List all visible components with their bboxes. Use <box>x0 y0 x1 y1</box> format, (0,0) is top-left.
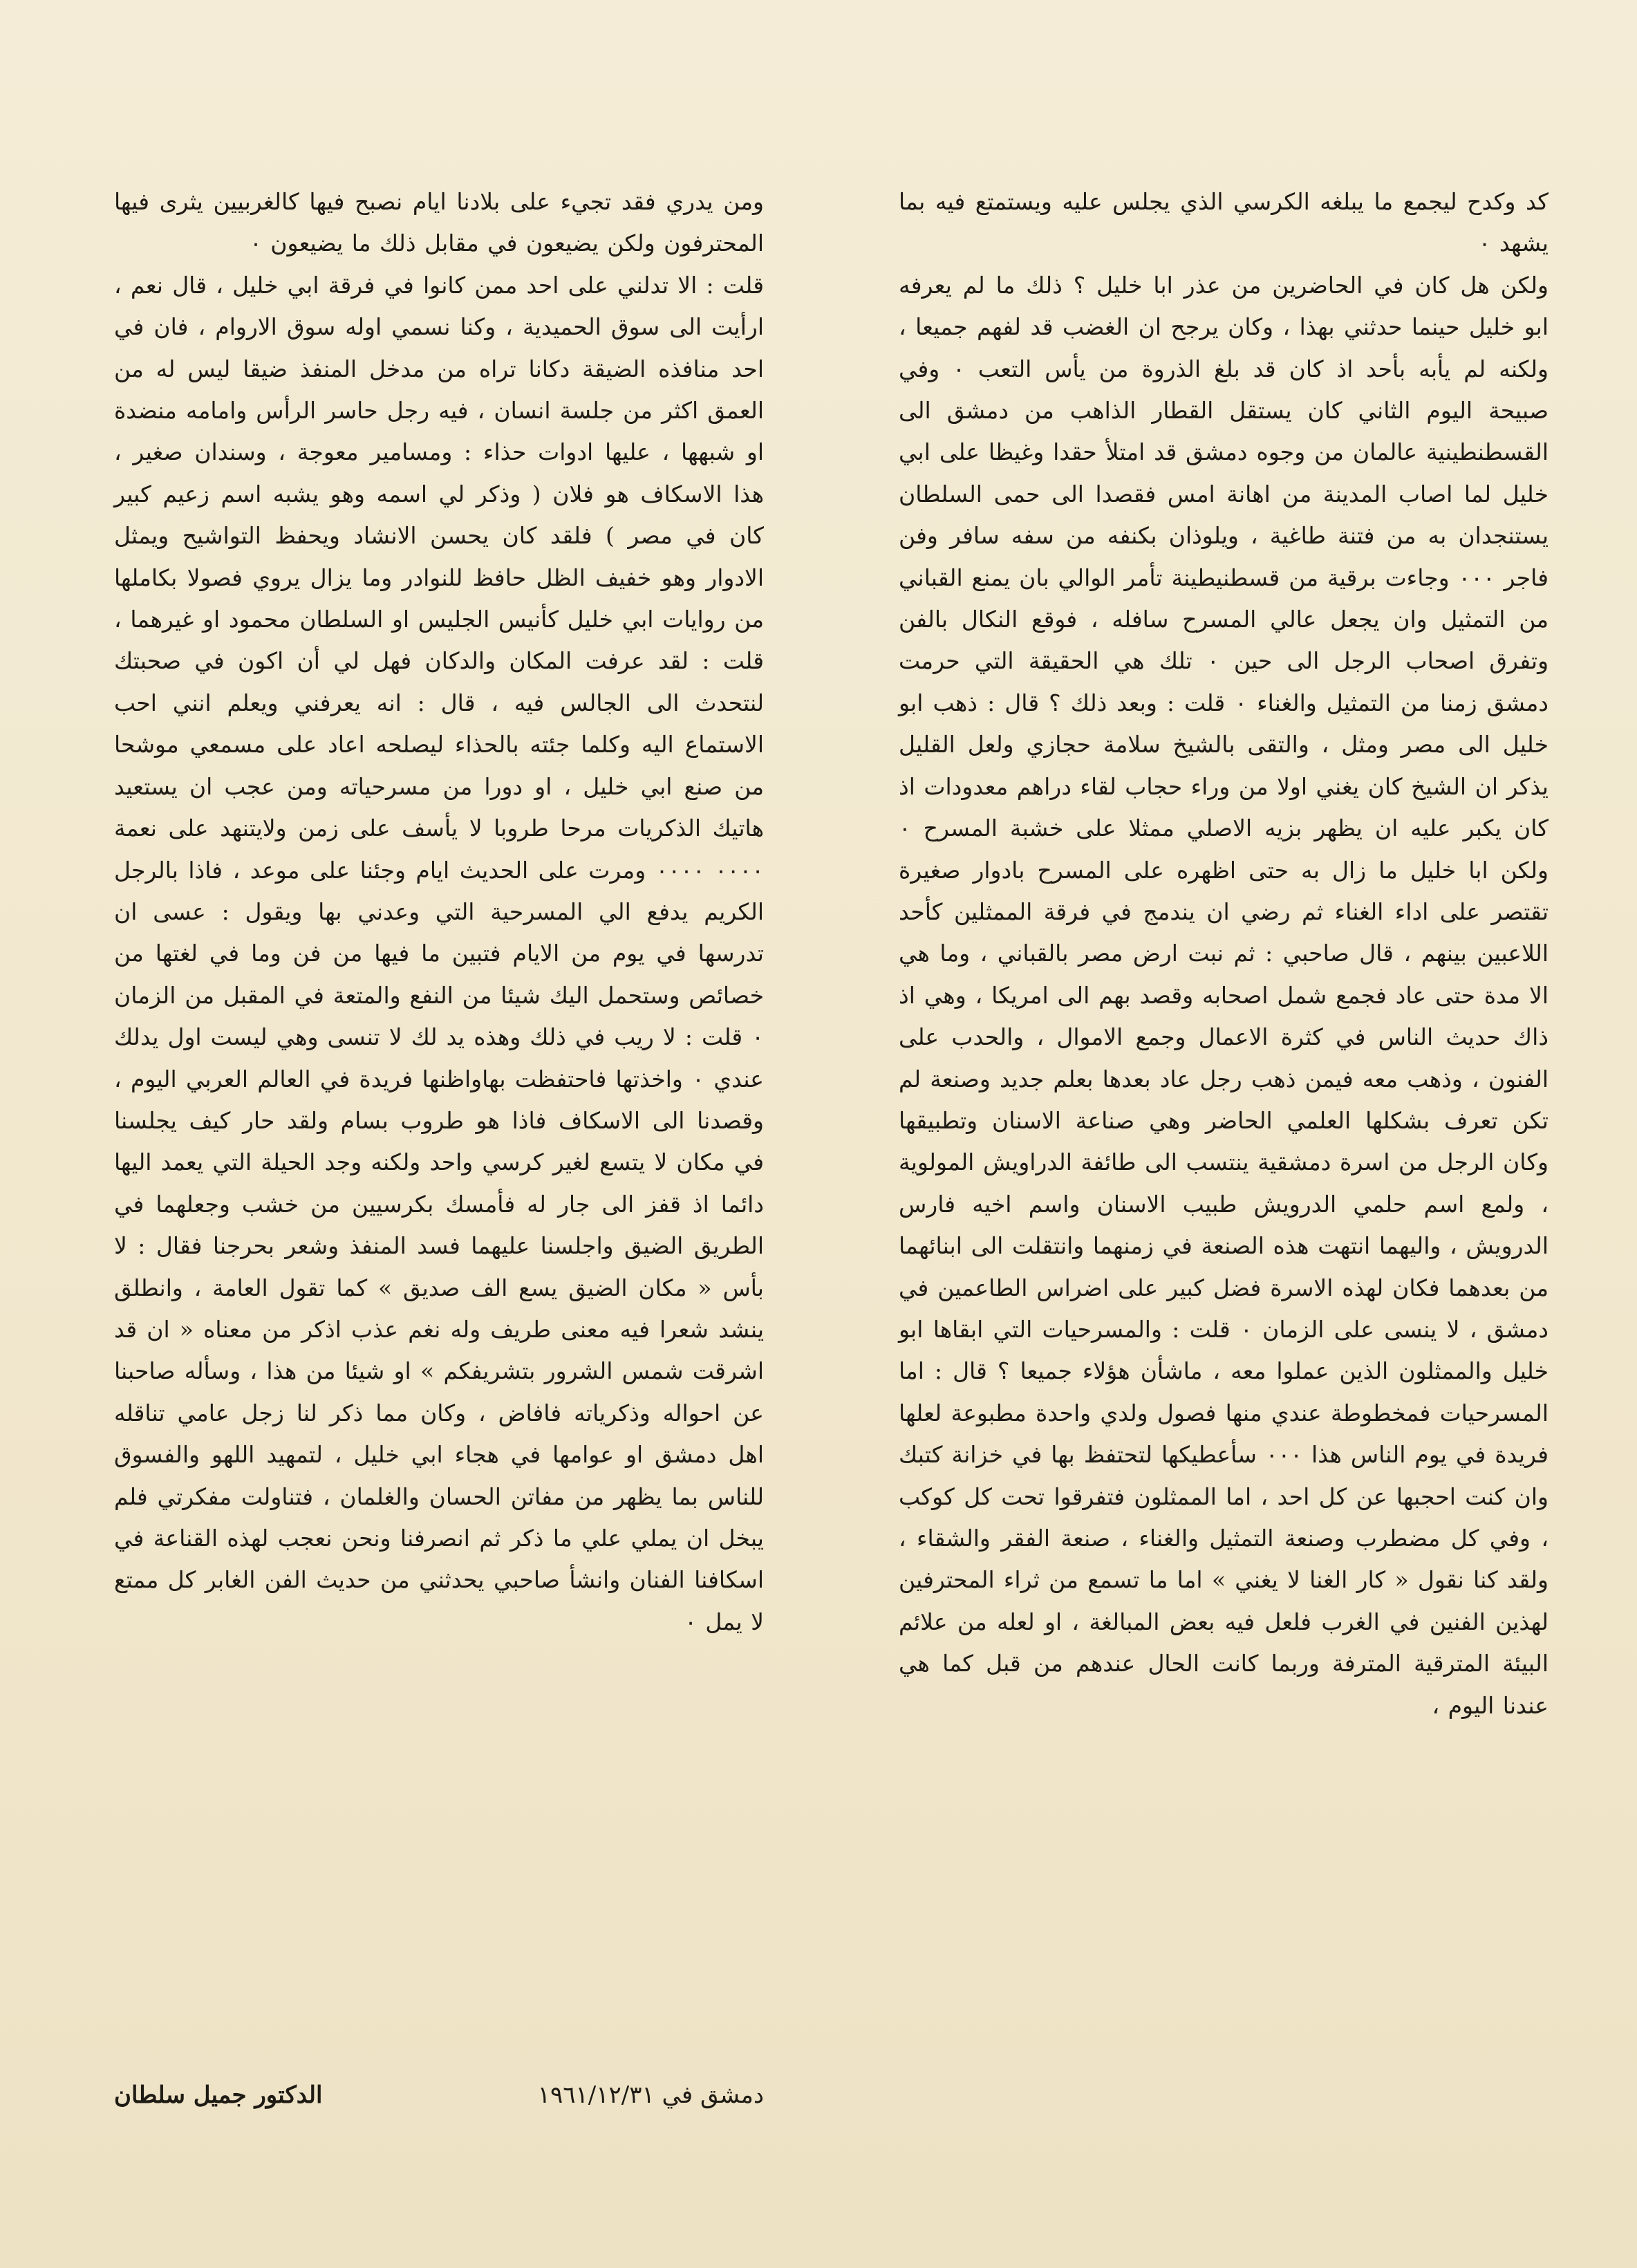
article-column-right <box>899 181 1549 1727</box>
paragraph: قلت : الا تدلني على احد ممن كانوا في فرقة ابي خليل ، قال نعم ، ارأيت الى سوق الحميدية ، وكنا نسمي اوله سوق الاروام ، فان في احد منافذه الضيقة دكانا تراه من مدخل المنفذ ضيقا ليس له من العمق اكثر من جلسة انسان ، فيه رجل حاسر الرأس وامامه منضدة او شبهها ، عليها ادوات حذاء : ومسامير معوجة ، وسندان صغير ، هذا الاسكاف هو فلان ( وذكر لي اسمه وهو يشبه اسم زعيم كبير كان في مصر ) فلقد كان يحسن الانشاد ويحفظ التواشيح ويمثل الادوار وهو خفيف الظل حافظ للنوادر وما يزال يروي فصولا بكاملها من روايات ابي خليل كأنيس الجليس او السلطان محمود او غيرهما ، قلت : لقد عرفت المكان والدكان فهل لي أن اكون في صحبتك لنتحدث الى الجالس فيه ، قال : انه يعرفني ويعلم انني احب الاستماع اليه وكلما جئته بالحذاء ليصلحه اعاد على مسمعي موشحا من صنع ابي خليل ، او دورا من مسرحياته ومن عجب ان يستعيد هاتيك الذكريات مرحا طروبا لا يأسف على زمن ولايتنهد على نعمة ٠٠٠٠ ٠٠٠٠ ومرت على الحديث ايام وجئنا على موعد ، فاذا بالرجل الكريم يدفع الي المسرحية التي وعدني بها ويقول : عسى ان تدرسها في يوم من الايام فتبين ما فيها من فن وما في لغتها من خصائص وستحمل اليك شيئا من النفع والمتعة في المقبل من الزمان ٠ قلت : لا ريب في ذلك وهذه يد لك لا تنسى وهي ليست اول يدلك عندي ٠ واخذتها فاحتفظت بهاواظنها فريدة في العالم العربي اليوم ، وقصدنا الى الاسكاف فاذا هو طروب بسام ولقد حار كيف يجلسنا في مكان لا يتسع لغير كرسي واحد ولكنه وجد الحيلة التي يعمد اليها دائما اذ قفز الى جار له فأمسك بكرسيين من خشب وجعلهما في الطريق الضيق واجلسنا عليهما فسد المنفذ وشعر بحرجنا فقال : لا بأس « مكان الضيق يسع الف صديق » كما تقول العامة ، وانطلق ينشد شعرا فيه معنى طريف وله نغم عذب اذكر من معناه « ان قد اشرقت شمس الشرور بتشريفكم » او شيئا من هذا ، وسأله صاحبنا عن احواله وذكرياته فافاض ، وكان مما ذكر لنا زجل عامي تناقله اهل دمشق او عوامها في هجاء ابي خليل ، لتمهيد اللهو والفسوق للناس بما يظهر من مفاتن الحسان والغلمان ، فتناولت مفكرتي فلم يبخل ان يملي علي ما ذكر ثم انصرفنا ونحن نعجب لهذه القناعة في اسكافنا الفنان وانشأ صاحبي يحدثني من حديث الفن الغابر كل ممتع لا يمل ٠ <box>114 271 764 1635</box>
article-column-left <box>114 181 764 1643</box>
paragraph: كد وكدح ليجمع ما يبلغه الكرسي الذي يجلس عليه ويستمتع فيه بما يشهد ٠ <box>899 188 1549 257</box>
author-name: الدكتور جميل سلطان <box>114 2081 323 2109</box>
place-date: دمشق في ١٩٦١/١٢/٣١ <box>537 2081 764 2109</box>
article-signature <box>114 2081 764 2109</box>
paragraph: ولكن هل كان في الحاضرين من عذر ابا خليل ؟ ذلك ما لم يعرفه ابو خليل حينما حدثني بهذا ، وكان يرجح ان الغضب قد لفهم جميعا ، ولكنه لم يأبه بأحد اذ كان قد بلغ الذروة من يأس التعب ٠ وفي صبيحة اليوم الثاني كان يستقل القطار الذاهب من دمشق الى القسطنطينية عالمان من وجوه دمشق قد امتلأ حقدا وغيظا على ابي خليل لما اصاب المدينة من اهانة امس فقصدا الى حمى السلطان يستنجدان به من فتنة طاغية ، ويلوذان بكنفه من سفه سافر وفن فاجر ٠٠٠ وجاءت برقية من قسطنيطينة تأمر الوالي بان يمنع القباني من التمثيل وان يجعل عالي المسرح سافله ، فوقع النكال بالفن وتفرق اصحاب الرجل الى حين ٠ تلك هي الحقيقة التي حرمت دمشق زمنا من التمثيل والغناء ٠ قلت : وبعد ذلك ؟ قال : ذهب ابو خليل الى مصر ومثل ، والتقى بالشيخ سلامة حجازي ولعل القليل يذكر ان الشيخ كان يغني اولا من وراء حجاب لقاء دراهم معدودات اذ كان يكبر عليه ان يظهر بزيه الاصلي ممثلا على خشبة المسرح ٠ ولكن ابا خليل ما زال به حتى اظهره على المسرح بادوار صغيرة تقتصر على اداء الغناء ثم رضي ان يندمج في فرقة الممثلين كأحد اللاعبين بينهم ، قال صاحبي : ثم نبت ارض مصر بالقباني ، وما هي الا مدة حتى عاد فجمع شمل اصحابه وقصد بهم الى امريكا ، وهي اذ ذاك حديث الناس في كثرة الاعمال وجمع الاموال ، والحدب على الفنون ، وذهب معه فيمن ذهب رجل عاد بعدها بعلم جديد وصنعة لم تكن تعرف بشكلها العلمي الحاضر وهي صناعة الاسنان وتطبيقها وكان الرجل من اسرة دمشقية ينتسب الى طائفة الدراويش المولوية ، ولمع اسم حلمي الدرويش طبيب الاسنان واسم اخيه فارس الدرويش ، واليهما انتهت هذه الصنعة في زمنهما وانتقلت الى ابنائهما من بعدهما فكان لهذه الاسرة فضل كبير على اضراس الطاعمين في دمشق ، لا ينسى على الزمان ٠ قلت : والمسرحيات التي ابقاها ابو خليل والممثلون الذين عملوا معه ، ماشأن هؤلاء جميعا ؟ قال : اما المسرحيات فمخطوطة عندي منها فصول ولدي واحدة مطبوعة لعلها فريدة في يوم الناس هذا ٠٠٠ سأعطيكها لتحتفظ بها في خزانة كتبك وان كنت احجبها عن كل احد ، اما الممثلون فتفرقوا تحت كل كوكب ، وفي كل مضطرب وصنعة التمثيل والغناء ، صنعة الفقر والشقاء ، ولقد كنا نقول « كار الغنا لا يغني » اما ما تسمع من ثراء المحترفين لهذين الفنين في الغرب فلعل فيه بعض المبالغة ، او لعله من علائم البيئة المترقية المترفة وربما كانت الحال عندهم من قبل كما هي عندنا اليوم ، <box>899 271 1549 1719</box>
paragraph: ومن يدري فقد تجيء على بلادنا ايام نصبح فيها كالغربيين يثرى فيها المحترفون ولكن يضيعون في مقابل ذلك ما يضيعون ٠ <box>114 188 764 257</box>
